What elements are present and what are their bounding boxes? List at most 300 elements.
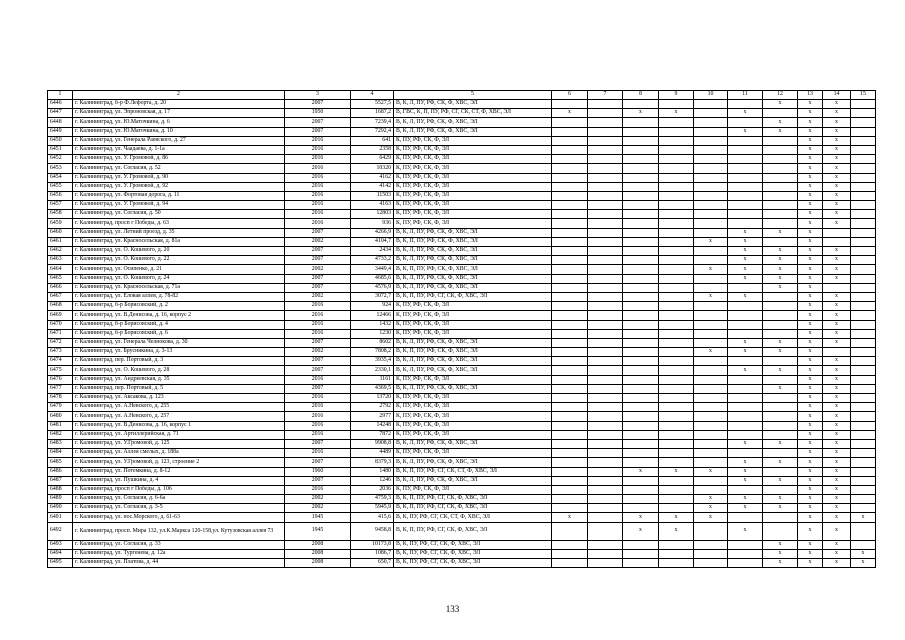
mark-cell xyxy=(694,375,728,384)
mark-cell xyxy=(588,375,623,384)
mark-cell xyxy=(659,311,694,320)
services-cell: К, ПУ, РФ, СК, Ф, ЭЛ xyxy=(394,145,552,154)
mark-cell xyxy=(763,375,798,384)
area-cell: 936 xyxy=(351,219,394,228)
area-cell: 1480 xyxy=(351,467,394,476)
mark-cell xyxy=(659,458,694,467)
row-number-cell: 6481 xyxy=(48,421,73,430)
mark-cell xyxy=(659,191,694,200)
address-cell: г. Калининград, ул. Брусникина, д. 3-13 xyxy=(73,348,285,357)
table-row xyxy=(48,164,876,173)
row-number-cell: 6483 xyxy=(48,439,73,448)
services-cell: В, К, П, ПУ, РФ, СГ, СК, Ф, ХВС, ЭЛ xyxy=(394,495,552,504)
mark-cell: х xyxy=(798,485,823,494)
table-row xyxy=(48,302,876,311)
mark-cell xyxy=(659,357,694,366)
mark-cell: х xyxy=(798,348,823,357)
mark-cell: х xyxy=(728,228,763,237)
mark-cell xyxy=(588,201,623,210)
mark-cell xyxy=(552,439,588,448)
mark-cell xyxy=(623,256,659,265)
mark-cell xyxy=(851,283,876,292)
mark-cell: х xyxy=(823,201,851,210)
mark-cell xyxy=(851,366,876,375)
mark-cell xyxy=(728,403,763,412)
mark-cell: х xyxy=(798,338,823,347)
mark-cell xyxy=(851,109,876,118)
mark-cell xyxy=(694,366,728,375)
mark-cell xyxy=(659,292,694,301)
mark-cell xyxy=(851,127,876,136)
mark-cell xyxy=(728,375,763,384)
year-cell: 2007 xyxy=(285,357,351,366)
mark-cell xyxy=(694,247,728,256)
mark-cell: х xyxy=(763,549,798,558)
address-cell: г. Калининград, ул. Осипенко, д. 21 xyxy=(73,265,285,274)
mark-cell xyxy=(823,237,851,246)
mark-cell xyxy=(851,256,876,265)
mark-cell xyxy=(588,237,623,246)
area-cell: 415,6 xyxy=(351,513,394,522)
mark-cell xyxy=(623,495,659,504)
mark-cell: х xyxy=(823,118,851,127)
mark-cell: х xyxy=(798,540,823,549)
mark-cell: х xyxy=(823,173,851,182)
mark-cell xyxy=(588,338,623,347)
address-cell: г. Калининград, ул. О. Кошевого, д. 24 xyxy=(73,274,285,283)
mark-cell xyxy=(588,164,623,173)
year-cell: 1945 xyxy=(285,513,351,522)
mark-cell xyxy=(588,384,623,393)
year-cell: 2016 xyxy=(285,210,351,219)
mark-cell xyxy=(659,439,694,448)
mark-cell: х xyxy=(552,513,588,522)
mark-cell xyxy=(728,155,763,164)
mark-cell: х xyxy=(823,375,851,384)
mark-cell xyxy=(588,228,623,237)
year-cell: 2016 xyxy=(285,394,351,403)
mark-cell: х xyxy=(728,458,763,467)
table-row xyxy=(48,228,876,237)
area-cell: 9458,8 xyxy=(351,522,394,540)
mark-cell xyxy=(588,348,623,357)
area-cell: 5945,9 xyxy=(351,504,394,513)
mark-cell xyxy=(763,320,798,329)
mark-cell xyxy=(623,247,659,256)
mark-cell: х xyxy=(728,366,763,375)
mark-cell xyxy=(552,100,588,109)
mark-cell xyxy=(552,118,588,127)
mark-cell xyxy=(588,173,623,182)
mark-cell xyxy=(623,504,659,513)
mark-cell xyxy=(694,449,728,458)
services-cell: В, К, Л, ПУ, РФ, СК, Ф, ХВС, ЭЛ xyxy=(394,384,552,393)
mark-cell xyxy=(552,201,588,210)
mark-cell xyxy=(623,136,659,145)
mark-cell xyxy=(851,476,876,485)
mark-cell xyxy=(588,247,623,256)
mark-cell xyxy=(763,421,798,430)
area-cell: 650,7 xyxy=(351,559,394,568)
mark-cell xyxy=(763,164,798,173)
mark-cell xyxy=(552,366,588,375)
mark-cell xyxy=(588,421,623,430)
mark-cell xyxy=(623,164,659,173)
area-cell: 1086,7 xyxy=(351,549,394,558)
mark-cell xyxy=(694,412,728,421)
year-cell: 2007 xyxy=(285,439,351,448)
services-cell: В, К, Л, ПУ, РФ, СК, Ф, ХВС, ЭЛ xyxy=(394,228,552,237)
area-cell: 1246 xyxy=(351,476,394,485)
mark-cell xyxy=(659,127,694,136)
mark-cell: х xyxy=(623,467,659,476)
mark-cell xyxy=(763,522,798,540)
mark-cell: х xyxy=(763,366,798,375)
mark-cell xyxy=(623,283,659,292)
services-cell: В, К, Л, ПУ, РФ, СК, Ф, ХВС, ЭЛ xyxy=(394,283,552,292)
mark-cell xyxy=(623,191,659,200)
mark-cell: х xyxy=(694,265,728,274)
mark-cell xyxy=(659,302,694,311)
mark-cell: х xyxy=(798,403,823,412)
address-cell: г. Калининград, ул. Платова, д. 44 xyxy=(73,559,285,568)
mark-cell xyxy=(588,485,623,494)
mark-cell: х xyxy=(823,338,851,347)
mark-cell: х xyxy=(728,292,763,301)
mark-cell xyxy=(728,540,763,549)
mark-cell xyxy=(659,228,694,237)
mark-cell: х xyxy=(763,540,798,549)
mark-cell: х xyxy=(763,559,798,568)
mark-cell: х xyxy=(798,421,823,430)
table-row xyxy=(48,265,876,274)
address-cell: г. Калининград, ул. Согласия, д. 50 xyxy=(73,210,285,219)
services-cell: К, ПУ, РФ, СК, Ф, ЭЛ xyxy=(394,201,552,210)
mark-cell xyxy=(552,504,588,513)
mark-cell xyxy=(552,247,588,256)
mark-cell: х xyxy=(798,476,823,485)
area-cell: 4576,9 xyxy=(351,283,394,292)
mark-cell xyxy=(623,329,659,338)
mark-cell: х xyxy=(694,504,728,513)
mark-cell: х xyxy=(823,265,851,274)
mark-cell: х xyxy=(798,366,823,375)
mark-cell xyxy=(694,127,728,136)
mark-cell: х xyxy=(763,476,798,485)
table-row xyxy=(48,136,876,145)
mark-cell xyxy=(851,292,876,301)
mark-cell: х xyxy=(728,338,763,347)
table-row xyxy=(48,191,876,200)
row-number-cell: 6494 xyxy=(48,549,73,558)
mark-cell: х xyxy=(798,127,823,136)
mark-cell xyxy=(588,549,623,558)
mark-cell: х xyxy=(623,109,659,118)
address-cell: г. Калининград, ул. Андреевская, д. 35 xyxy=(73,375,285,384)
mark-cell xyxy=(588,219,623,228)
mark-cell xyxy=(728,145,763,154)
row-number-cell: 6488 xyxy=(48,485,73,494)
mark-cell xyxy=(694,302,728,311)
mark-cell: х xyxy=(823,549,851,558)
mark-cell: х xyxy=(798,100,823,109)
mark-cell: х xyxy=(798,430,823,439)
table-row xyxy=(48,274,876,283)
mark-cell xyxy=(588,302,623,311)
mark-cell xyxy=(728,283,763,292)
mark-cell xyxy=(694,458,728,467)
services-cell: В, К, ПУ, РФ, СГ, СК, Ф, ХВС, ЭЛ xyxy=(394,540,552,549)
mark-cell: х xyxy=(798,210,823,219)
mark-cell xyxy=(763,412,798,421)
row-number-cell: 6495 xyxy=(48,559,73,568)
mark-cell xyxy=(659,403,694,412)
mark-cell: х xyxy=(728,265,763,274)
year-cell: 2007 xyxy=(285,274,351,283)
mark-cell xyxy=(623,219,659,228)
year-cell: 2016 xyxy=(285,155,351,164)
mark-cell xyxy=(728,412,763,421)
row-number-cell: 6449 xyxy=(48,127,73,136)
address-cell: г. Калининград, ул. У.Громовой, д. 123, строение 2 xyxy=(73,458,285,467)
row-number-cell: 6451 xyxy=(48,145,73,154)
mark-cell xyxy=(623,210,659,219)
mark-cell xyxy=(728,182,763,191)
mark-cell xyxy=(763,394,798,403)
year-cell: 2007 xyxy=(285,100,351,109)
mark-cell: х xyxy=(763,265,798,274)
mark-cell xyxy=(659,274,694,283)
mark-cell xyxy=(851,540,876,549)
mark-cell: х xyxy=(728,109,763,118)
mark-cell xyxy=(623,384,659,393)
mark-cell: х xyxy=(798,439,823,448)
mark-cell xyxy=(552,338,588,347)
mark-cell xyxy=(851,100,876,109)
table-row xyxy=(48,210,876,219)
column-number-cell: 3 xyxy=(285,91,351,100)
services-cell: К, ПУ, РФ, СК, Ф, ЭЛ xyxy=(394,375,552,384)
mark-cell xyxy=(588,449,623,458)
table-row xyxy=(48,182,876,191)
services-cell: В, К, П, ПУ, РФ, СГ, СК, Ф, ХВС, ЭЛ xyxy=(394,504,552,513)
mark-cell xyxy=(763,136,798,145)
area-cell: 1432 xyxy=(351,320,394,329)
row-number-cell: 6457 xyxy=(48,201,73,210)
year-cell: 2016 xyxy=(285,485,351,494)
area-cell: 4733,2 xyxy=(351,256,394,265)
mark-cell xyxy=(588,357,623,366)
mark-cell: х xyxy=(798,109,823,118)
mark-cell xyxy=(552,495,588,504)
table-row xyxy=(48,495,876,504)
row-number-cell: 6464 xyxy=(48,265,73,274)
mark-cell xyxy=(851,302,876,311)
mark-cell xyxy=(659,173,694,182)
mark-cell xyxy=(728,302,763,311)
mark-cell xyxy=(623,274,659,283)
mark-cell xyxy=(552,320,588,329)
mark-cell xyxy=(659,504,694,513)
mark-cell xyxy=(659,100,694,109)
mark-cell xyxy=(588,118,623,127)
table-row xyxy=(48,311,876,320)
mark-cell xyxy=(728,173,763,182)
mark-cell xyxy=(851,265,876,274)
mark-cell xyxy=(552,302,588,311)
mark-cell xyxy=(588,191,623,200)
mark-cell xyxy=(823,283,851,292)
year-cell: 2002 xyxy=(285,237,351,246)
row-number-cell: 6472 xyxy=(48,338,73,347)
mark-cell: х xyxy=(823,495,851,504)
year-cell: 2007 xyxy=(285,118,351,127)
mark-cell xyxy=(851,449,876,458)
mark-cell xyxy=(694,522,728,540)
address-cell: г. Калининград, просп. Мира 132, ул.К.Маркса 120-158,ул. Кутузовская аллея 73 xyxy=(73,522,285,540)
area-cell: 4142 xyxy=(351,182,394,191)
mark-cell xyxy=(851,136,876,145)
mark-cell xyxy=(623,265,659,274)
mark-cell: х xyxy=(823,504,851,513)
area-cell: 4685,6 xyxy=(351,274,394,283)
table-row xyxy=(48,338,876,347)
mark-cell: х xyxy=(694,348,728,357)
column-number-cell: 10 xyxy=(694,91,728,100)
mark-cell: х xyxy=(823,559,851,568)
mark-cell xyxy=(552,559,588,568)
row-number-cell: 6463 xyxy=(48,256,73,265)
mark-cell xyxy=(851,118,876,127)
mark-cell: х xyxy=(798,145,823,154)
mark-cell xyxy=(659,182,694,191)
year-cell: 2016 xyxy=(285,329,351,338)
address-cell: г. Калининград, б-р Борисовский, д. 4 xyxy=(73,320,285,329)
mark-cell xyxy=(588,439,623,448)
mark-cell xyxy=(588,145,623,154)
mark-cell xyxy=(659,394,694,403)
mark-cell xyxy=(659,265,694,274)
column-number-header xyxy=(48,91,876,100)
mark-cell xyxy=(694,173,728,182)
mark-cell: х xyxy=(798,173,823,182)
mark-cell xyxy=(623,357,659,366)
mark-cell xyxy=(623,292,659,301)
mark-cell xyxy=(694,384,728,393)
mark-cell xyxy=(623,430,659,439)
mark-cell xyxy=(659,155,694,164)
address-cell: г. Калининград, пер. Портовый, д. 5 xyxy=(73,384,285,393)
mark-cell: х xyxy=(763,127,798,136)
mark-cell xyxy=(694,485,728,494)
mark-cell xyxy=(552,210,588,219)
row-number-cell: 6466 xyxy=(48,283,73,292)
area-cell: 9908,8 xyxy=(351,439,394,448)
mark-cell xyxy=(763,219,798,228)
area-cell: 4104,7 xyxy=(351,237,394,246)
mark-cell xyxy=(659,136,694,145)
mark-cell xyxy=(659,366,694,375)
mark-cell xyxy=(552,384,588,393)
mark-cell xyxy=(659,348,694,357)
mark-cell xyxy=(659,559,694,568)
table-row xyxy=(48,256,876,265)
mark-cell xyxy=(659,449,694,458)
mark-cell: х xyxy=(763,384,798,393)
mark-cell: х xyxy=(823,522,851,540)
services-cell: К, ПУ, РФ, СК, Ф, ЭЛ xyxy=(394,412,552,421)
mark-cell xyxy=(623,173,659,182)
mark-cell: х xyxy=(763,228,798,237)
services-cell: К, ПУ, РФ, СК, Ф, ЭЛ xyxy=(394,136,552,145)
mark-cell: х xyxy=(798,191,823,200)
row-number-cell: 6493 xyxy=(48,540,73,549)
mark-cell: х xyxy=(763,118,798,127)
mark-cell xyxy=(851,430,876,439)
column-number-cell: 2 xyxy=(73,91,285,100)
year-cell: 2002 xyxy=(285,495,351,504)
area-cell: 2434 xyxy=(351,247,394,256)
mark-cell: х xyxy=(728,495,763,504)
mark-cell xyxy=(851,274,876,283)
mark-cell xyxy=(623,348,659,357)
mark-cell: х xyxy=(798,265,823,274)
mark-cell: х xyxy=(798,228,823,237)
address-cell: г. Калининград, ул. Пушкина, д. 4 xyxy=(73,476,285,485)
row-number-cell: 6474 xyxy=(48,357,73,366)
mark-cell xyxy=(694,109,728,118)
mark-cell: х xyxy=(798,311,823,320)
area-cell: 4369,5 xyxy=(351,384,394,393)
mark-cell xyxy=(623,458,659,467)
services-cell: К, ПУ, РФ, СК, Ф, ЭЛ xyxy=(394,449,552,458)
mark-cell: х xyxy=(798,549,823,558)
mark-cell xyxy=(728,357,763,366)
mark-cell xyxy=(623,375,659,384)
mark-cell xyxy=(851,173,876,182)
mark-cell: х xyxy=(798,302,823,311)
mark-cell xyxy=(763,467,798,476)
services-cell: К, ПУ, РФ, СК, Ф, ЭЛ xyxy=(394,302,552,311)
services-cell: К, ПУ, РФ, СК, Ф, ЭЛ xyxy=(394,403,552,412)
mark-cell xyxy=(728,549,763,558)
mark-cell: х xyxy=(823,219,851,228)
year-cell: 2016 xyxy=(285,403,351,412)
mark-cell xyxy=(694,191,728,200)
table-row xyxy=(48,476,876,485)
mark-cell xyxy=(588,274,623,283)
mark-cell xyxy=(851,485,876,494)
area-cell: 3072,7 xyxy=(351,292,394,301)
row-number-cell: 6475 xyxy=(48,366,73,375)
mark-cell xyxy=(763,145,798,154)
year-cell: 2016 xyxy=(285,164,351,173)
area-cell: 1687,2 xyxy=(351,109,394,118)
mark-cell xyxy=(763,191,798,200)
table-row xyxy=(48,421,876,430)
mark-cell: х xyxy=(798,247,823,256)
area-cell: 7292,4 xyxy=(351,127,394,136)
services-cell: В, К, Л, ПУ, РФ, СК, Ф, ХВС, ЭЛ xyxy=(394,127,552,136)
row-number-cell: 6467 xyxy=(48,292,73,301)
row-number-cell: 6491 xyxy=(48,513,73,522)
mark-cell: х xyxy=(798,329,823,338)
mark-cell: х xyxy=(798,283,823,292)
area-cell: 924 xyxy=(351,302,394,311)
mark-cell: х xyxy=(798,375,823,384)
year-cell: 2016 xyxy=(285,173,351,182)
mark-cell: х xyxy=(823,485,851,494)
